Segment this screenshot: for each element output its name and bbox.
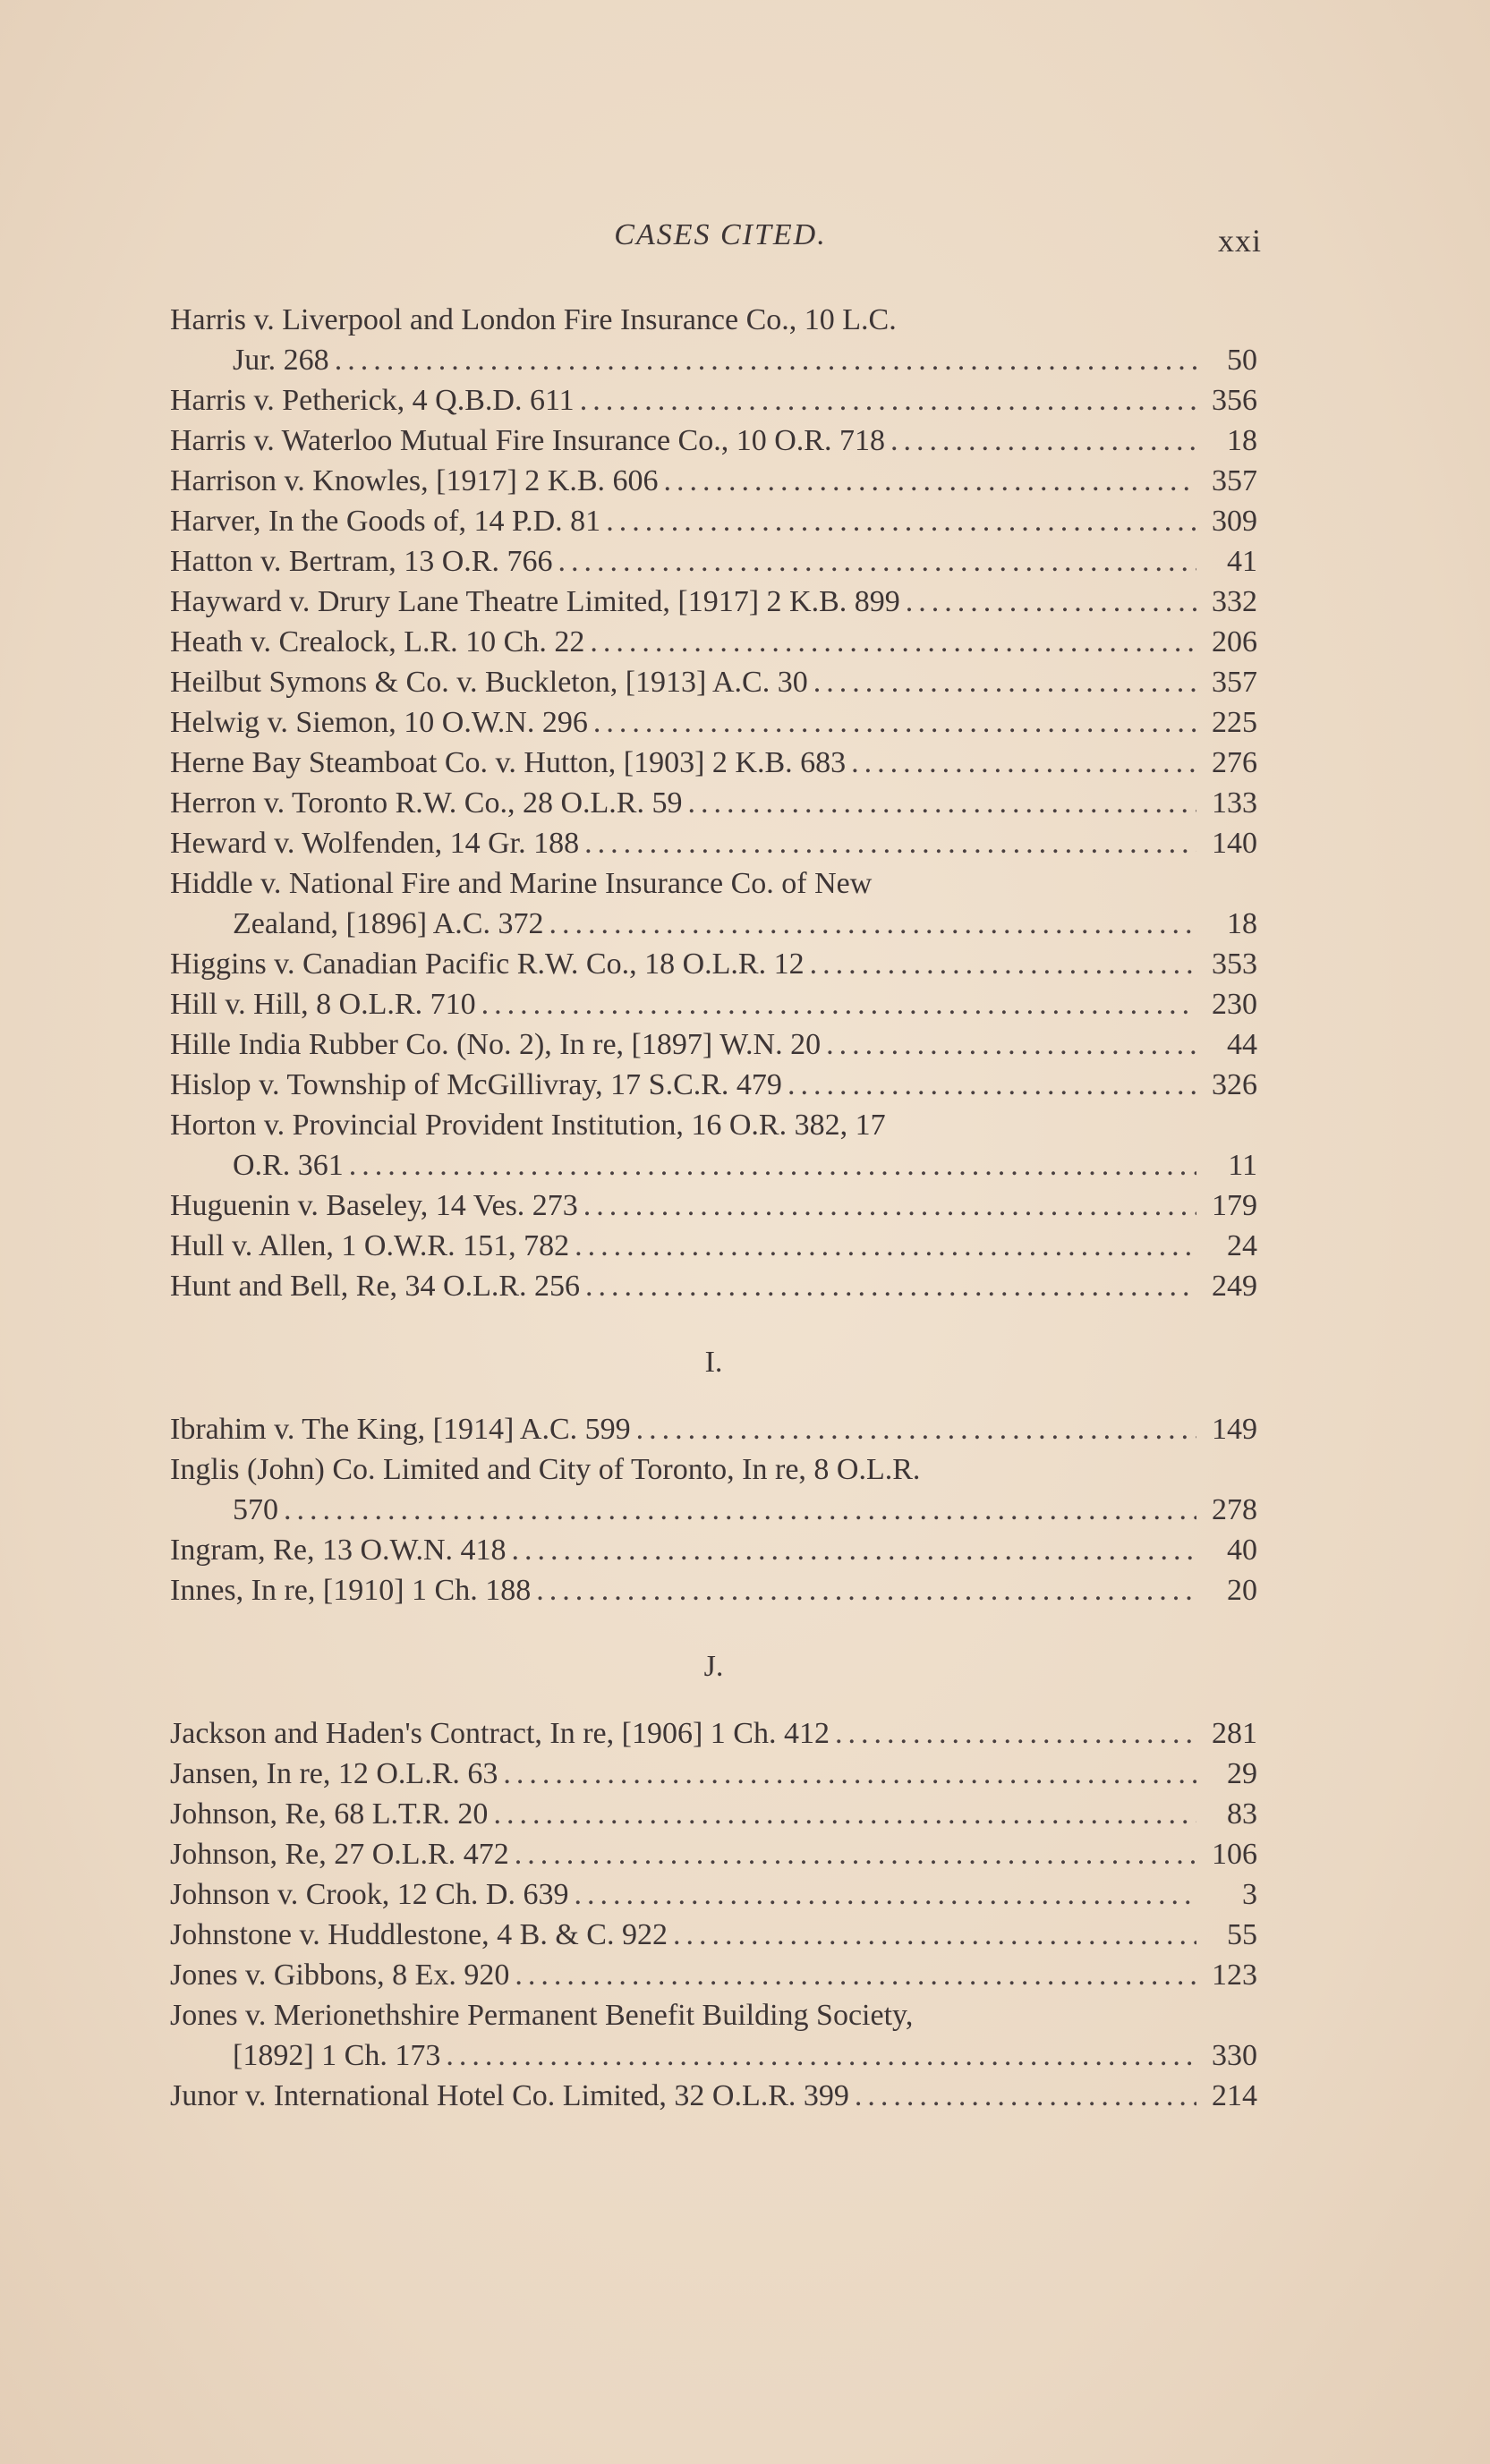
dot-leader (481, 984, 1196, 1024)
case-entry (170, 944, 1257, 984)
case-entry (170, 1915, 1257, 1955)
dot-leader (349, 1145, 1196, 1185)
dot-leader (636, 1409, 1196, 1449)
case-entry-line (170, 501, 1257, 541)
case-entry (170, 743, 1257, 783)
case-entry (170, 1794, 1257, 1834)
case-entry-line (170, 1713, 1257, 1754)
case-entry (170, 984, 1257, 1024)
case-entry-line (170, 1065, 1257, 1105)
case-entry (170, 501, 1257, 541)
case-page-ref: 330 (1212, 2039, 1257, 2072)
case-page-ref: 206 (1212, 625, 1257, 658)
case-entry (170, 823, 1257, 863)
case-entry (170, 1226, 1257, 1266)
dot-leader (851, 743, 1196, 783)
dot-leader (590, 622, 1196, 662)
case-entry (170, 461, 1257, 501)
case-citation: Heward v. Wolfenden, 14 Gr. 188 (170, 827, 580, 860)
case-entry-line (170, 743, 1257, 783)
case-page-ref: 123 (1212, 1958, 1257, 1992)
case-entry-line (170, 904, 1257, 944)
case-citation: Heilbut Symons & Co. v. Buckleton, [1913] A.C. 30 (170, 666, 808, 699)
dot-leader (606, 501, 1196, 541)
case-page-ref: 278 (1212, 1493, 1257, 1526)
case-entry (170, 783, 1257, 823)
case-citation: Johnson, Re, 68 L.T.R. 20 (170, 1797, 489, 1831)
dot-leader (687, 783, 1196, 823)
case-citation: Hill v. Hill, 8 O.L.R. 710 (170, 988, 476, 1021)
case-citation: Hislop v. Township of McGillivray, 17 S.C.R. 479 (170, 1068, 782, 1101)
case-page-ref: 55 (1227, 1918, 1257, 1951)
case-entry-line (170, 702, 1257, 743)
case-entry (170, 1754, 1257, 1794)
case-citation: Harris v. Liverpool and London Fire Insurance Co., 10 L.C. (170, 303, 897, 336)
dot-leader (788, 1065, 1196, 1105)
case-page-ref: 225 (1212, 706, 1257, 739)
case-page-ref: 133 (1212, 786, 1257, 820)
case-entry-line (170, 1024, 1257, 1065)
case-entry (170, 421, 1257, 461)
index-section (170, 1342, 1257, 1610)
dot-leader (906, 582, 1196, 622)
case-entry (170, 2076, 1257, 2116)
case-entry (170, 702, 1257, 743)
case-citation: Harris v. Waterloo Mutual Fire Insurance Co., 10 O.R. 718 (170, 424, 885, 457)
case-entry (170, 1024, 1257, 1065)
case-entry (170, 1409, 1257, 1449)
case-page-ref: 140 (1212, 827, 1257, 860)
dot-leader (558, 541, 1196, 582)
case-page-ref: 357 (1212, 666, 1257, 699)
case-entry (170, 582, 1257, 622)
cases-cited-list (170, 300, 1257, 2116)
case-page-ref: 106 (1212, 1838, 1257, 1871)
case-citation: Huguenin v. Baseley, 14 Ves. 273 (170, 1189, 578, 1222)
dot-leader (673, 1915, 1196, 1955)
case-citation: Harris v. Petherick, 4 Q.B.D. 611 (170, 384, 575, 417)
case-page-ref: 50 (1227, 344, 1257, 377)
dot-leader (583, 1185, 1196, 1226)
case-page-ref: 11 (1228, 1149, 1257, 1182)
case-citation: Inglis (John) Co. Limited and City of Toronto, In re, 8 O.L.R. (170, 1453, 921, 1486)
dot-leader (813, 662, 1196, 702)
case-citation: Helwig v. Siemon, 10 O.W.N. 296 (170, 706, 588, 739)
case-citation: Hayward v. Drury Lane Theatre Limited, [1917] 2 K.B. 899 (170, 585, 900, 618)
case-citation: Ingram, Re, 13 O.W.N. 418 (170, 1534, 507, 1567)
index-section (170, 300, 1257, 1306)
case-citation: Horton v. Provincial Provident Institution, 16 O.R. 382, 17 (170, 1109, 886, 1142)
case-page-ref: 24 (1227, 1229, 1257, 1262)
dot-leader (536, 1570, 1196, 1610)
case-entry-line (170, 1754, 1257, 1794)
case-entry (170, 622, 1257, 662)
case-citation: Innes, In re, [1910] 1 Ch. 188 (170, 1574, 532, 1607)
dot-leader (575, 1874, 1197, 1915)
case-entry-line (170, 622, 1257, 662)
case-citation: Ibrahim v. The King, [1914] A.C. 599 (170, 1413, 631, 1446)
dot-leader (549, 904, 1197, 944)
case-page-ref: 41 (1227, 545, 1257, 578)
case-entry (170, 1530, 1257, 1570)
case-citation: Johnson, Re, 27 O.L.R. 472 (170, 1838, 509, 1871)
case-citation: Jackson and Haden's Contract, In re, [1906] 1 Ch. 412 (170, 1717, 830, 1750)
dot-leader (584, 823, 1196, 863)
case-entry-line (170, 421, 1257, 461)
case-entry-line (170, 1185, 1257, 1226)
case-page-ref: 309 (1212, 505, 1257, 538)
case-entry (170, 662, 1257, 702)
case-entry (170, 1570, 1257, 1610)
dot-leader (446, 2035, 1196, 2076)
case-page-ref: 356 (1212, 384, 1257, 417)
dot-leader (493, 1794, 1196, 1834)
case-entry (170, 1185, 1257, 1226)
case-entry-line (170, 2035, 1257, 2076)
case-entry-line (170, 1490, 1257, 1530)
case-entry-line (170, 1226, 1257, 1266)
dot-leader (284, 1490, 1196, 1530)
section-letter-heading: J. (703, 1650, 724, 1683)
case-page-ref: 44 (1227, 1028, 1257, 1061)
case-citation: Johnson v. Crook, 12 Ch. D. 639 (170, 1878, 569, 1911)
dot-leader (515, 1834, 1196, 1874)
case-entry-line (170, 1794, 1257, 1834)
case-citation: Hiddle v. National Fire and Marine Insurance Co. of New (170, 867, 873, 900)
case-citation: Zealand, [1896] A.C. 372 (233, 907, 544, 940)
case-page-ref: 20 (1227, 1574, 1257, 1607)
case-entry (170, 1105, 1257, 1185)
case-page-ref: 276 (1212, 746, 1257, 779)
case-entry-line (170, 2076, 1257, 2116)
case-citation: Higgins v. Canadian Pacific R.W. Co., 18 O.L.R. 12 (170, 947, 805, 981)
running-head (170, 218, 1271, 263)
case-page-ref: 179 (1212, 1189, 1257, 1222)
case-page-ref: 18 (1227, 424, 1257, 457)
dot-leader (855, 2076, 1196, 2116)
case-entry-line (170, 662, 1257, 702)
case-entry-line (170, 1409, 1257, 1449)
case-citation: Johnstone v. Huddlestone, 4 B. & C. 922 (170, 1918, 668, 1951)
case-entry-line (170, 380, 1257, 421)
case-citation: O.R. 361 (233, 1149, 344, 1182)
case-entry (170, 1955, 1257, 1995)
case-entry (170, 1995, 1257, 2076)
case-entry (170, 541, 1257, 582)
case-page-ref: 214 (1212, 2079, 1257, 2112)
case-citation: Herron v. Toronto R.W. Co., 28 O.L.R. 59 (170, 786, 683, 820)
case-entry-line (170, 1530, 1257, 1570)
dot-leader (585, 1266, 1196, 1306)
case-entry-line (170, 461, 1257, 501)
case-page-ref: 29 (1227, 1757, 1257, 1790)
case-entry-line (170, 1570, 1257, 1610)
case-entry (170, 1449, 1257, 1530)
case-citation: [1892] 1 Ch. 173 (233, 2039, 441, 2072)
case-page-ref: 281 (1212, 1717, 1257, 1750)
case-page-ref: 230 (1212, 988, 1257, 1021)
dot-leader (835, 1713, 1196, 1754)
case-citation: Hunt and Bell, Re, 34 O.L.R. 256 (170, 1270, 581, 1303)
dot-leader (664, 461, 1196, 501)
dot-leader (575, 1226, 1196, 1266)
case-citation: Harver, In the Goods of, 14 P.D. 81 (170, 505, 601, 538)
case-entry-line (170, 1915, 1257, 1955)
dot-leader (503, 1754, 1196, 1794)
case-page-ref: 18 (1227, 907, 1257, 940)
case-entry-line (170, 1145, 1257, 1185)
case-entry-line (170, 1266, 1257, 1306)
running-head-title: CASES CITED. (614, 218, 827, 251)
dot-leader (512, 1530, 1196, 1570)
case-page-ref: 83 (1227, 1797, 1257, 1831)
case-page-ref: 149 (1212, 1413, 1257, 1446)
case-entry (170, 1874, 1257, 1915)
case-entry-line (170, 783, 1257, 823)
case-citation: Harrison v. Knowles, [1917] 2 K.B. 606 (170, 464, 659, 497)
index-section (170, 1646, 1257, 2116)
case-entry-line (170, 823, 1257, 863)
case-citation: 570 (233, 1493, 278, 1526)
case-page-ref: 357 (1212, 464, 1257, 497)
case-entry-line (170, 582, 1257, 622)
dot-leader (580, 380, 1196, 421)
case-page-ref: 3 (1242, 1878, 1257, 1911)
case-entry (170, 863, 1257, 944)
case-citation: Junor v. International Hotel Co. Limited, 32 O.L.R. 399 (170, 2079, 849, 2112)
case-entry (170, 1713, 1257, 1754)
case-citation: Jur. 268 (233, 344, 329, 377)
case-entry-line (170, 944, 1257, 984)
case-entry (170, 300, 1257, 380)
case-entry (170, 1266, 1257, 1306)
dot-leader (890, 421, 1196, 461)
case-page-ref: 332 (1212, 585, 1257, 618)
case-citation: Hatton v. Bertram, 13 O.R. 766 (170, 545, 553, 578)
case-citation: Jones v. Gibbons, 8 Ex. 920 (170, 1958, 510, 1992)
case-citation: Herne Bay Steamboat Co. v. Hutton, [1903] 2 K.B. 683 (170, 746, 847, 779)
case-entry-line (170, 984, 1257, 1024)
case-page-ref: 40 (1227, 1534, 1257, 1567)
case-entry (170, 380, 1257, 421)
case-citation: Hull v. Allen, 1 O.W.R. 151, 782 (170, 1229, 570, 1262)
case-entry-line (170, 1874, 1257, 1915)
case-citation: Hille India Rubber Co. (No. 2), In re, [1897] W.N. 20 (170, 1028, 822, 1061)
dot-leader (335, 340, 1196, 380)
dot-leader (515, 1955, 1196, 1995)
case-entry (170, 1834, 1257, 1874)
case-entry-line (170, 541, 1257, 582)
case-page-ref: 326 (1212, 1068, 1257, 1101)
case-page-ref: 249 (1212, 1270, 1257, 1303)
dot-leader (810, 944, 1196, 984)
page-number: xxi (1217, 223, 1262, 259)
case-entry (170, 1065, 1257, 1105)
case-entry-line (170, 1834, 1257, 1874)
case-entry-line (170, 340, 1257, 380)
dot-leader (826, 1024, 1196, 1065)
case-citation: Jansen, In re, 12 O.L.R. 63 (170, 1757, 498, 1790)
case-page-ref: 353 (1212, 947, 1257, 981)
case-entry-line (170, 1955, 1257, 1995)
case-citation: Heath v. Crealock, L.R. 10 Ch. 22 (170, 625, 585, 658)
dot-leader (593, 702, 1196, 743)
section-letter-heading: I. (704, 1346, 723, 1379)
case-citation: Jones v. Merionethshire Permanent Benefit Building Society, (170, 1999, 914, 2032)
